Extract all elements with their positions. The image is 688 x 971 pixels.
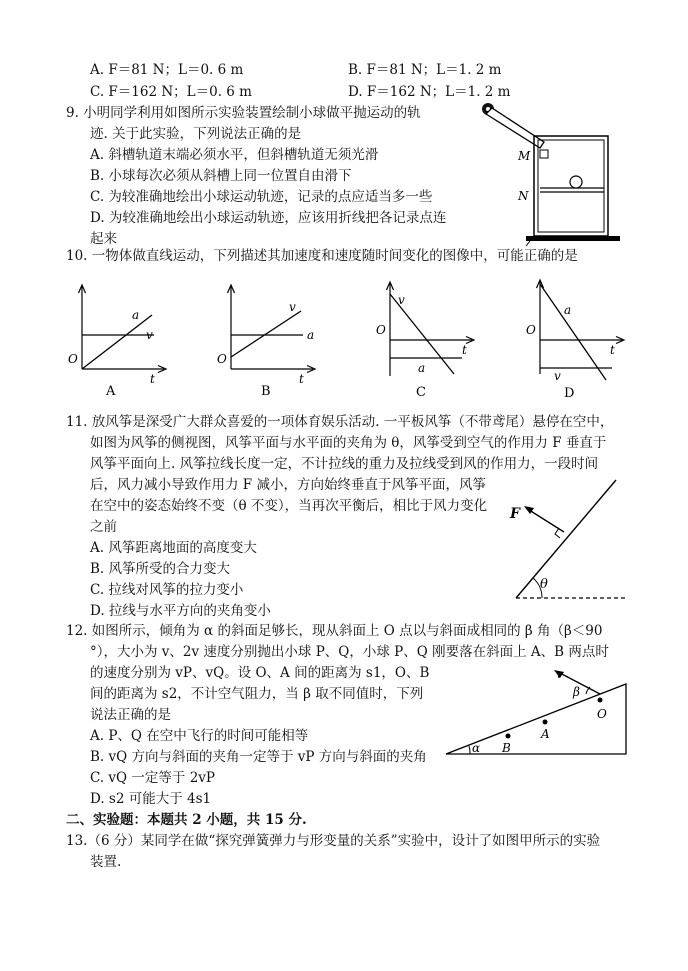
svg-text:a: a: [132, 308, 140, 322]
q11-option-d: D. 拉线与水平方向的夹角变小: [90, 603, 271, 619]
q9-option-d-line2: 起来: [90, 231, 117, 247]
q12-option-a: A. P、Q 在空中飞行的时间可能相等: [90, 728, 309, 744]
q10-graph-d: [524, 278, 634, 401]
q9-option-a: A. 斜槽轨道末端必须水平，但斜槽轨道无须光滑: [90, 147, 379, 163]
svg-text:t: t: [462, 343, 467, 357]
q9-option-c: C. 为较准确地绘出小球运动轨迹，记录的点应适当多一些: [90, 189, 433, 205]
svg-text:v: v: [146, 328, 153, 342]
q11-option-c: C. 拉线对风筝的拉力变小: [90, 582, 244, 598]
q12-line5: 说法正确的是: [90, 707, 171, 723]
q11-option-a: A. 风筝距离地面的高度变大: [90, 540, 257, 556]
graph-caption: D: [564, 386, 575, 401]
point-b-label: B: [502, 741, 511, 755]
q9-stem-line1: 9. 小明同学利用如图所示实验装置绘制小球做平抛运动的轨: [66, 105, 421, 121]
q9-option-b: B. 小球每次必须从斜槽上同一位置自由滑下: [90, 168, 352, 184]
q11-kite-figure: [500, 476, 630, 601]
q12-line1: 12. 如图所示，倾角为 α 的斜面足够长，现从斜面上 O 点以与斜面成相同的 β 角（β＜90: [66, 623, 603, 639]
point-a-label: A: [541, 727, 550, 741]
svg-text:O: O: [68, 352, 78, 366]
q12-option-c: C. vQ 一定等于 2vP: [90, 770, 216, 786]
q11-line5: 在空中的姿态始终不变（θ 不变），当再次平衡后，相比于风力变化: [90, 498, 488, 514]
q11-line2: 如图为风筝的侧视图，风筝平面与水平面的夹角为 θ，风筝受到空气的作用力 F 垂直于: [90, 435, 607, 451]
svg-text:O: O: [526, 323, 536, 337]
q11-line1: 11. 放风筝是深受广大群众喜爱的一项体育娱乐活动. 一平板风筝（不带鸢尾）悬停在空中，: [66, 414, 614, 430]
svg-text:a: a: [418, 361, 426, 375]
graph-caption: C: [416, 385, 426, 400]
theta-label: θ: [540, 577, 548, 592]
svg-text:v: v: [398, 293, 405, 307]
force-f-label: F: [510, 506, 520, 522]
point-o-label: O: [597, 707, 607, 721]
beta-label: β: [573, 685, 580, 699]
svg-text:t: t: [299, 372, 304, 386]
svg-text:v: v: [554, 369, 561, 383]
q8-option-b: B. F＝81 N；L＝1. 2 m: [348, 62, 502, 78]
svg-text:v: v: [289, 300, 296, 314]
q12-option-d: D. s2 可能大于 4s1: [90, 791, 212, 807]
svg-text:t: t: [150, 372, 155, 386]
alpha-label: α: [472, 741, 481, 755]
velocity-v-label: v: [556, 667, 563, 681]
q8-option-c: C. F＝162 N；L＝0. 6 m: [90, 84, 252, 100]
q10-graph-b: [215, 283, 325, 403]
q12-line3: 的速度分别为 vP、vQ。设 O、A 间的距离为 s1，O、B: [90, 665, 430, 681]
graph-caption: A: [106, 384, 116, 399]
q10-stem: 10. 一物体做直线运动，下列描述其加速度和速度随时间变化的图像中，可能正确的是: [66, 248, 578, 264]
svg-text:a: a: [307, 328, 315, 342]
q9-apparatus-figure: [470, 96, 620, 246]
q11-line3: 风筝平面向上. 风筝拉线长度一定，不计拉线的重力及拉线受到风的作用力，一段时间: [90, 456, 599, 472]
q12-incline-figure: [440, 668, 630, 758]
svg-text:t: t: [610, 343, 615, 357]
q12-option-b: B. vQ 方向与斜面的夹角一定等于 vP 方向与斜面的夹角: [90, 749, 427, 765]
q8-option-a: A. F＝81 N；L＝0. 6 m: [90, 62, 244, 78]
label-m: M: [518, 149, 531, 163]
q10-graph-c: [374, 280, 484, 400]
q8-option-d: D. F＝162 N；L＝1. 2 m: [348, 84, 511, 100]
svg-text:O: O: [376, 323, 386, 337]
svg-text:a: a: [564, 303, 572, 317]
q9-option-d-line1: D. 为较准确地绘出小球运动轨迹，应该用折线把各记录点连: [90, 210, 447, 226]
q10-graph-a: [66, 283, 176, 403]
q13-line2: 装置.: [90, 854, 122, 870]
section-heading: 二、实验题：本题共 2 小题，共 15 分.: [66, 812, 307, 828]
graph-caption: B: [261, 384, 271, 399]
q13-line1: 13.（6 分）某同学在做“探究弹簧弹力与形变量的关系”实验中，设计了如图甲所示的实验: [66, 833, 601, 849]
q12-line4: 间的距离为 s2，不计空气阻力，当 β 取不同值时，下列: [90, 686, 424, 702]
svg-text:O: O: [217, 352, 227, 366]
q11-line6: 之前: [90, 519, 117, 535]
q11-option-b: B. 风筝所受的合力变大: [90, 561, 231, 577]
q11-line4: 后，风力减小导致作用力 F 减小，方向始终垂直于风筝平面，风筝: [90, 477, 486, 493]
q12-line2: °），大小为 v、2v 速度分别抛出小球 P、Q，小球 P、Q 刚要落在斜面上 A、B 两点时: [90, 644, 609, 660]
label-n: N: [518, 189, 529, 203]
q9-stem-line2: 迹. 关于此实验，下列说法正确的是: [90, 126, 302, 142]
